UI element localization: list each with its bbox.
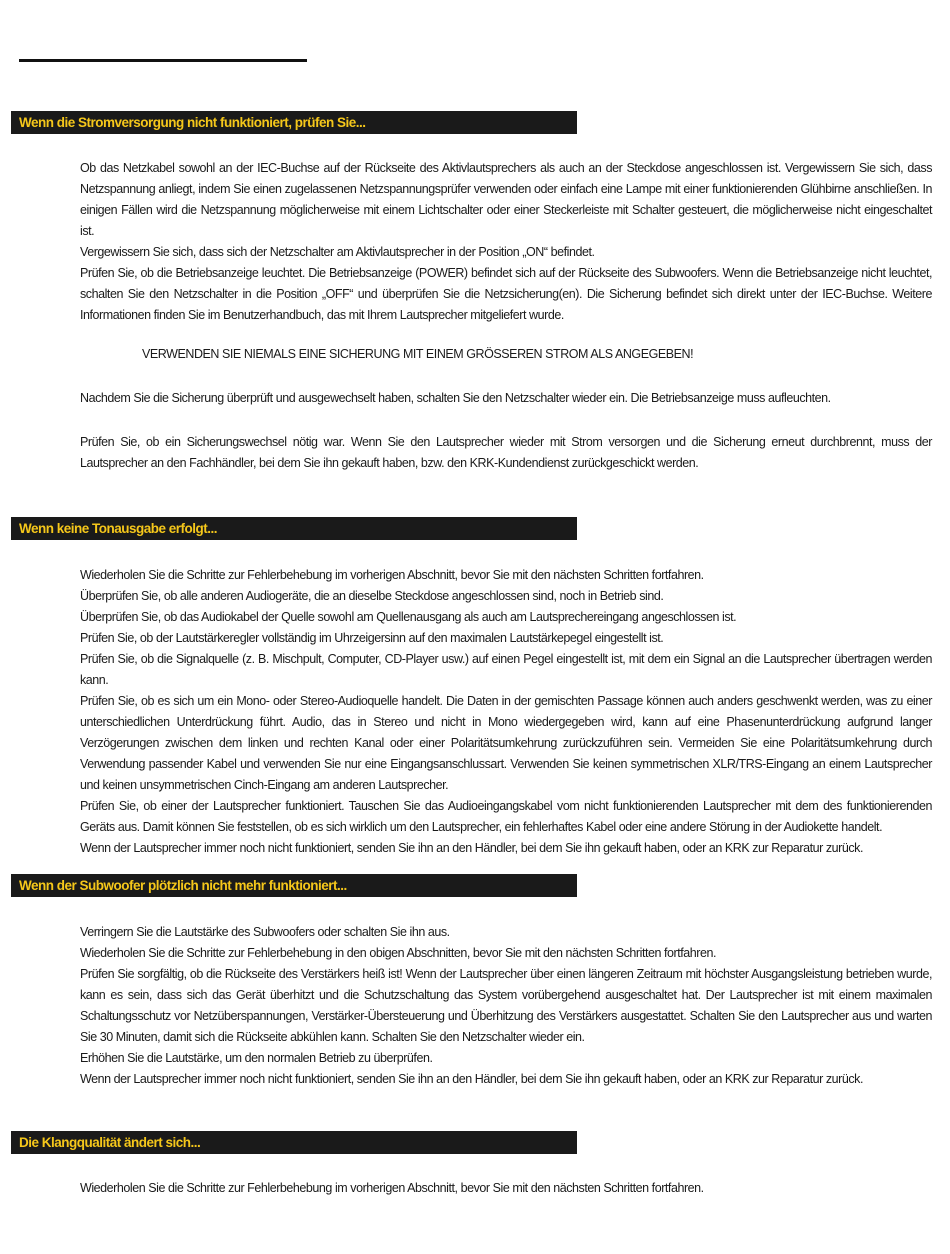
power-checks [80,158,932,326]
section-title: Wenn keine Tonausgabe erfolgt... [19,521,218,536]
paragraph: Prüfen Sie, ob die Betriebsanzeige leuchtet. Die Betriebsanzeige (POWER) befindet sich auf der Rückseite des Subwoofers. Wenn die Betriebsanzeige nicht leuchtet, schalten Sie den Netzschalter in die Position „OFF“ und überprüfen Sie die Netzsicherung(en). Die Sicherung befindet sich direkt unter der IEC-Buchse. Weitere Informationen finden Sie im Benutzerhandbuch, das mit Ihrem Lautsprecher mitgeliefert wurde. [80,266,932,322]
paragraph: Überprüfen Sie, ob alle anderen Audiogeräte, die an dieselbe Steckdose angeschlossen sind, noch in Betrieb sind. [80,589,664,603]
paragraph: Prüfen Sie, ob einer der Lautsprecher funktioniert. Tauschen Sie das Audioeingangskabel vom nicht funktionierenden Lautsprecher mit dem des funktionierenden Geräts aus. Damit können Sie feststellen, ob es sich wirklich um den Lautsprecher, ein fehlerhaftes Kabel oder eine andere Störung in der Audiokette handelt. [80,799,932,834]
fuse-warning: VERWENDEN SIE NIEMALS EINE SICHERUNG MIT EINEM GRÖSSEREN STROM ALS ANGEGEBEN! [142,347,694,361]
paragraph: Ob das Netzkabel sowohl an der IEC-Buchse auf der Rückseite des Aktivlautsprechers als auch an der Steckdose angeschlossen ist. Vergewissern Sie sich, dass Netzspannung anliegt, indem Sie einen zugelassenen Netzspannungsprüfer verwenden oder einfach eine Lampe mit einer funktionierenden Glühbirne anschließen. In einigen Fällen wird die Netzspannung möglicherweise mit einem Lichtschalter oder einer Steckerleiste mit Schalter gesteuert, die möglicherweise nicht eingeschaltet ist. [80,161,932,238]
section-title: Wenn die Stromversorgung nicht funktioniert, prüfen Sie... [19,115,366,130]
section-title: Die Klangqualität ändert sich... [19,1135,201,1150]
paragraph: Prüfen Sie, ob der Lautstärkeregler vollständig im Uhrzeigersinn auf den maximalen Lautstärkepegel eingestellt ist. [80,631,664,645]
sound-quality-checks [80,1178,932,1199]
no-sound-checks [80,565,932,859]
after-fuse-paragraph [80,388,932,409]
paragraph: Überprüfen Sie, ob das Audiokabel der Quelle sowohl am Quellenausgang als auch am Lautsprechereingang angeschlossen ist. [80,610,737,624]
paragraph: Prüfen Sie sorgfältig, ob die Rückseite des Verstärkers heiß ist! Wenn der Lautsprecher über einen längeren Zeitraum mit höchster Ausgangsleistung betrieben wurde, kann es sein, dass sich das Gerät überhitzt und die Schutzschaltung das System vorübergehend ausgeschaltet hat. Der Lautsprecher ist mit einem maximalen Schaltungsschutz vor Netzüberspannungen, Verstärker-Übersteuerung und Überhitzung des Verstärkers ausgestattet. Schalten Sie den Lautsprecher aus und warten Sie 30 Minuten, damit sich die Rückseite abkühlen kann. Schalten Sie den Netzschalter wieder ein. [80,967,932,1044]
paragraph: Wiederholen Sie die Schritte zur Fehlerbehebung in den obigen Abschnitten, bevor Sie mit den nächsten Schritten fortfahren. [80,946,717,960]
section-header-power [11,111,577,134]
paragraph: Prüfen Sie, ob ein Sicherungswechsel nötig war. Wenn Sie den Lautsprecher wieder mit Strom versorgen und die Sicherung erneut durchbrennt, muss der Lautsprecher an den Fachhändler, bei dem Sie ihn gekauft haben, bzw. den KRK-Kundendienst zurückgeschickt werden. [80,435,932,470]
paragraph: Wenn der Lautsprecher immer noch nicht funktioniert, senden Sie ihn an den Händler, bei dem Sie ihn gekauft haben, oder an KRK zur Reparatur zurück. [80,1072,863,1086]
paragraph: Wiederholen Sie die Schritte zur Fehlerbehebung im vorherigen Abschnitt, bevor Sie mit den nächsten Schritten fortfahren. [80,568,704,582]
section-header-subwoofer [11,874,577,897]
fuse-blown-paragraph [80,432,932,474]
paragraph: Wenn der Lautsprecher immer noch nicht funktioniert, senden Sie ihn an den Händler, bei dem Sie ihn gekauft haben, oder an KRK zur Reparatur zurück. [80,841,863,855]
section-header-sound-quality [11,1131,577,1154]
top-rule [19,59,307,62]
subwoofer-checks [80,922,932,1090]
section-title: Wenn der Subwoofer plötzlich nicht mehr funktioniert... [19,878,347,893]
paragraph: Verringern Sie die Lautstärke des Subwoofers oder schalten Sie ihn aus. [80,925,450,939]
paragraph: Prüfen Sie, ob es sich um ein Mono- oder Stereo-Audioquelle handelt. Die Daten in der gemischten Passage können auch anders geschwenkt werden, was zu einer unterschiedlichen Unterdrückung führt. Audio, das in Stereo und nicht in Mono wiedergegeben wird, kann auf eine Phasenunterdrückung aufgrund langer Verzögerungen zwischen dem linken und rechten Kanal oder einer Polaritätsumkehrung zurückzuführen sein. Vermeiden Sie eine Polaritätsumkehrung durch Verwendung passender Kabel und verwenden Sie nur eine Eingangsanschlussart. Verwenden Sie keinen symmetrischen XLR/TRS-Eingang an einem Lautsprecher und keinen unsymmetrischen Cinch-Eingang am anderen Lautsprecher. [80,694,932,792]
paragraph: Nachdem Sie die Sicherung überprüft und ausgewechselt haben, schalten Sie den Netzschalter wieder ein. Die Betriebsanzeige muss aufleuchten. [80,391,831,405]
paragraph: Erhöhen Sie die Lautstärke, um den normalen Betrieb zu überprüfen. [80,1051,433,1065]
paragraph: Prüfen Sie, ob die Signalquelle (z. B. Mischpult, Computer, CD-Player usw.) auf einen Pegel eingestellt ist, mit dem ein Signal an die Lautsprecher übertragen werden kann. [80,652,932,687]
paragraph: Vergewissern Sie sich, dass sich der Netzschalter am Aktivlautsprecher in der Position „ON“ befindet. [80,245,595,259]
paragraph: Wiederholen Sie die Schritte zur Fehlerbehebung im vorherigen Abschnitt, bevor Sie mit den nächsten Schritten fortfahren. [80,1181,704,1195]
section-header-no-sound [11,517,577,540]
